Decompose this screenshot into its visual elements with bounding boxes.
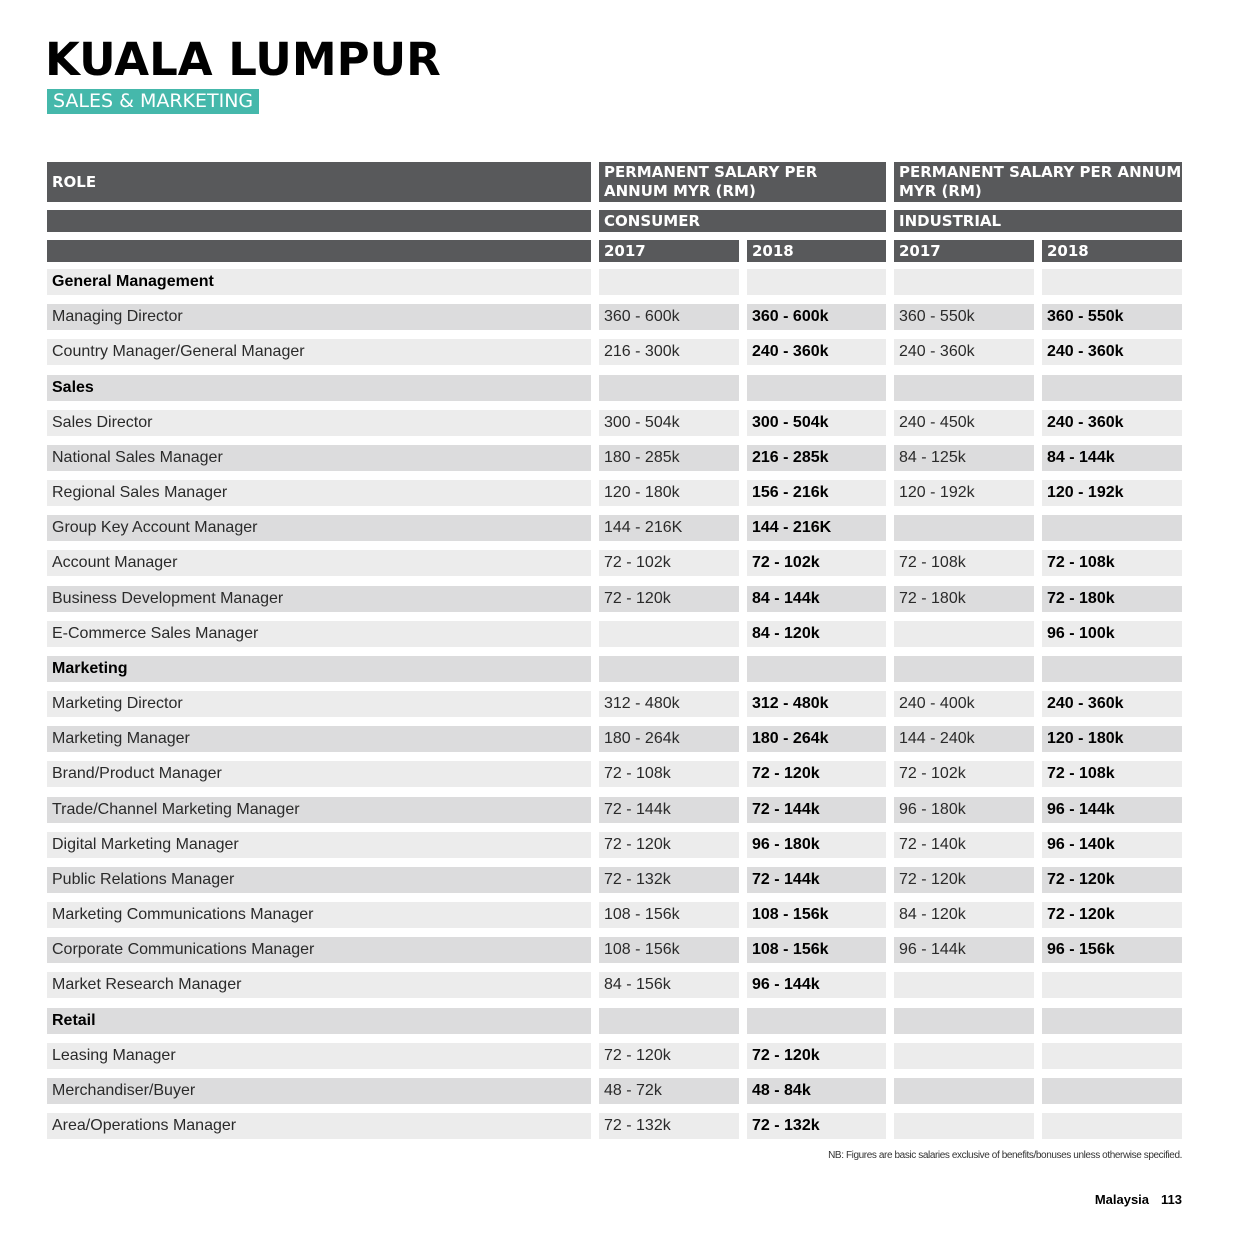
salary-industrial-2018: 72 - 108k xyxy=(1042,550,1182,576)
salary-consumer-2017: 120 - 180k xyxy=(599,480,739,506)
role-name: Account Manager xyxy=(47,550,591,576)
role-name: Corporate Communications Manager xyxy=(47,937,591,963)
salary-consumer-2017 xyxy=(599,621,739,647)
salary-consumer-2018: 312 - 480k xyxy=(747,691,886,717)
salary-industrial-2018 xyxy=(1042,375,1182,401)
salary-industrial-2017: 360 - 550k xyxy=(894,304,1034,330)
salary-consumer-2017: 180 - 285k xyxy=(599,445,739,471)
year-header-industrial-2018: 2018 xyxy=(1042,240,1182,262)
footnote: NB: Figures are basic salaries exclusive of benefits/bonuses unless otherwise specified. xyxy=(828,1150,1182,1161)
salary-industrial-2017 xyxy=(894,269,1034,295)
year-header-industrial-2017: 2017 xyxy=(894,240,1034,262)
role-column-header: ROLE xyxy=(47,162,591,202)
role-name: Brand/Product Manager xyxy=(47,761,591,787)
role-name: Regional Sales Manager xyxy=(47,480,591,506)
role-spacer-header xyxy=(47,210,591,232)
salary-consumer-2017: 216 - 300k xyxy=(599,339,739,365)
salary-industrial-2018: 96 - 144k xyxy=(1042,797,1182,823)
salary-consumer-2017 xyxy=(599,656,739,682)
role-name: Marketing Director xyxy=(47,691,591,717)
salary-industrial-2017 xyxy=(894,621,1034,647)
salary-industrial-2018: 72 - 120k xyxy=(1042,902,1182,928)
salary-consumer-2017: 360 - 600k xyxy=(599,304,739,330)
salary-industrial-2018: 120 - 192k xyxy=(1042,480,1182,506)
role-name: Sales Director xyxy=(47,410,591,436)
salary-consumer-2017: 300 - 504k xyxy=(599,410,739,436)
salary-consumer-2017: 72 - 144k xyxy=(599,797,739,823)
salary-industrial-2017 xyxy=(894,1008,1034,1034)
salary-industrial-2017: 240 - 360k xyxy=(894,339,1034,365)
section-heading: Sales xyxy=(47,375,591,401)
salary-industrial-2017: 72 - 102k xyxy=(894,761,1034,787)
salary-consumer-2018: 180 - 264k xyxy=(747,726,886,752)
salary-industrial-2018: 72 - 120k xyxy=(1042,867,1182,893)
salary-consumer-2017 xyxy=(599,1008,739,1034)
salary-consumer-2018: 108 - 156k xyxy=(747,937,886,963)
salary-consumer-2017: 108 - 156k xyxy=(599,937,739,963)
salary-industrial-2017: 240 - 400k xyxy=(894,691,1034,717)
consumer-sector-header: CONSUMER xyxy=(599,210,886,232)
salary-consumer-2018: 48 - 84k xyxy=(747,1078,886,1104)
salary-consumer-2017: 180 - 264k xyxy=(599,726,739,752)
role-name: Merchandiser/Buyer xyxy=(47,1078,591,1104)
salary-consumer-2017 xyxy=(599,269,739,295)
salary-consumer-2017: 72 - 102k xyxy=(599,550,739,576)
salary-industrial-2017: 84 - 120k xyxy=(894,902,1034,928)
salary-consumer-2017 xyxy=(599,375,739,401)
salary-industrial-2018: 84 - 144k xyxy=(1042,445,1182,471)
section-heading: Marketing xyxy=(47,656,591,682)
role-name: Digital Marketing Manager xyxy=(47,832,591,858)
industrial-sector-header: INDUSTRIAL xyxy=(894,210,1182,232)
salary-industrial-2018 xyxy=(1042,1113,1182,1139)
salary-industrial-2018: 240 - 360k xyxy=(1042,691,1182,717)
salary-industrial-2018 xyxy=(1042,269,1182,295)
salary-consumer-2018: 108 - 156k xyxy=(747,902,886,928)
salary-industrial-2018: 360 - 550k xyxy=(1042,304,1182,330)
salary-consumer-2018 xyxy=(747,1008,886,1034)
salary-consumer-2018: 360 - 600k xyxy=(747,304,886,330)
role-name: Business Development Manager xyxy=(47,586,591,612)
salary-industrial-2018: 96 - 156k xyxy=(1042,937,1182,963)
role-name: Marketing Communications Manager xyxy=(47,902,591,928)
year-header-consumer-2018: 2018 xyxy=(747,240,886,262)
industrial-group-header: PERMANENT SALARY PER ANNUM MYR (RM) xyxy=(894,162,1182,202)
role-name: Group Key Account Manager xyxy=(47,515,591,541)
salary-industrial-2017: 72 - 180k xyxy=(894,586,1034,612)
salary-industrial-2017: 240 - 450k xyxy=(894,410,1034,436)
salary-consumer-2018: 84 - 120k xyxy=(747,621,886,647)
salary-consumer-2018 xyxy=(747,269,886,295)
role-name: National Sales Manager xyxy=(47,445,591,471)
salary-industrial-2017 xyxy=(894,1113,1034,1139)
salary-industrial-2018 xyxy=(1042,656,1182,682)
salary-industrial-2018 xyxy=(1042,972,1182,998)
salary-consumer-2017: 72 - 120k xyxy=(599,832,739,858)
salary-consumer-2018: 84 - 144k xyxy=(747,586,886,612)
salary-consumer-2017: 108 - 156k xyxy=(599,902,739,928)
salary-consumer-2017: 72 - 132k xyxy=(599,867,739,893)
salary-consumer-2018: 72 - 144k xyxy=(747,797,886,823)
salary-consumer-2018: 216 - 285k xyxy=(747,445,886,471)
salary-industrial-2018: 96 - 100k xyxy=(1042,621,1182,647)
salary-consumer-2018: 300 - 504k xyxy=(747,410,886,436)
role-name: Country Manager/General Manager xyxy=(47,339,591,365)
role-name: Marketing Manager xyxy=(47,726,591,752)
role-name: Managing Director xyxy=(47,304,591,330)
salary-industrial-2017: 96 - 180k xyxy=(894,797,1034,823)
salary-consumer-2017: 144 - 216K xyxy=(599,515,739,541)
salary-consumer-2018: 96 - 180k xyxy=(747,832,886,858)
salary-consumer-2017: 72 - 108k xyxy=(599,761,739,787)
year-header-consumer-2017: 2017 xyxy=(599,240,739,262)
salary-consumer-2018 xyxy=(747,375,886,401)
salary-industrial-2017 xyxy=(894,375,1034,401)
role-name: E-Commerce Sales Manager xyxy=(47,621,591,647)
salary-industrial-2018: 96 - 140k xyxy=(1042,832,1182,858)
salary-industrial-2017: 84 - 125k xyxy=(894,445,1034,471)
role-name: Public Relations Manager xyxy=(47,867,591,893)
salary-consumer-2018: 72 - 120k xyxy=(747,761,886,787)
salary-consumer-2017: 72 - 120k xyxy=(599,1043,739,1069)
consumer-group-header: PERMANENT SALARY PER ANNUM MYR (RM) xyxy=(599,162,886,202)
salary-consumer-2018: 96 - 144k xyxy=(747,972,886,998)
page-footer xyxy=(1095,1192,1182,1207)
salary-industrial-2018 xyxy=(1042,1078,1182,1104)
salary-industrial-2017: 72 - 140k xyxy=(894,832,1034,858)
salary-industrial-2018: 240 - 360k xyxy=(1042,339,1182,365)
salary-industrial-2018 xyxy=(1042,1008,1182,1034)
page-title: KUALA LUMPUR xyxy=(45,33,441,86)
salary-industrial-2017 xyxy=(894,1043,1034,1069)
role-spacer-header xyxy=(47,240,591,262)
page-number: 113 xyxy=(1161,1192,1182,1207)
salary-industrial-2018 xyxy=(1042,515,1182,541)
salary-industrial-2017: 72 - 108k xyxy=(894,550,1034,576)
salary-industrial-2018: 240 - 360k xyxy=(1042,410,1182,436)
salary-consumer-2017: 312 - 480k xyxy=(599,691,739,717)
salary-consumer-2017: 84 - 156k xyxy=(599,972,739,998)
salary-consumer-2018 xyxy=(747,656,886,682)
salary-consumer-2017: 72 - 120k xyxy=(599,586,739,612)
salary-industrial-2017 xyxy=(894,1078,1034,1104)
section-heading: Retail xyxy=(47,1008,591,1034)
salary-industrial-2017: 120 - 192k xyxy=(894,480,1034,506)
salary-industrial-2017: 144 - 240k xyxy=(894,726,1034,752)
salary-consumer-2017: 72 - 132k xyxy=(599,1113,739,1139)
role-name: Trade/Channel Marketing Manager xyxy=(47,797,591,823)
role-name: Leasing Manager xyxy=(47,1043,591,1069)
role-name: Area/Operations Manager xyxy=(47,1113,591,1139)
salary-industrial-2017: 72 - 120k xyxy=(894,867,1034,893)
section-heading: General Management xyxy=(47,269,591,295)
salary-industrial-2017 xyxy=(894,656,1034,682)
salary-consumer-2018: 156 - 216k xyxy=(747,480,886,506)
salary-industrial-2017 xyxy=(894,515,1034,541)
section-tag: SALES & MARKETING xyxy=(47,89,259,114)
salary-consumer-2018: 144 - 216K xyxy=(747,515,886,541)
salary-industrial-2018 xyxy=(1042,1043,1182,1069)
salary-consumer-2018: 240 - 360k xyxy=(747,339,886,365)
salary-consumer-2018: 72 - 144k xyxy=(747,867,886,893)
salary-industrial-2018: 72 - 108k xyxy=(1042,761,1182,787)
salary-industrial-2018: 120 - 180k xyxy=(1042,726,1182,752)
salary-consumer-2017: 48 - 72k xyxy=(599,1078,739,1104)
salary-industrial-2018: 72 - 180k xyxy=(1042,586,1182,612)
salary-consumer-2018: 72 - 120k xyxy=(747,1043,886,1069)
salary-industrial-2017: 96 - 144k xyxy=(894,937,1034,963)
role-name: Market Research Manager xyxy=(47,972,591,998)
salary-consumer-2018: 72 - 102k xyxy=(747,550,886,576)
salary-consumer-2018: 72 - 132k xyxy=(747,1113,886,1139)
salary-industrial-2017 xyxy=(894,972,1034,998)
footer-country: Malaysia xyxy=(1094,1192,1150,1207)
